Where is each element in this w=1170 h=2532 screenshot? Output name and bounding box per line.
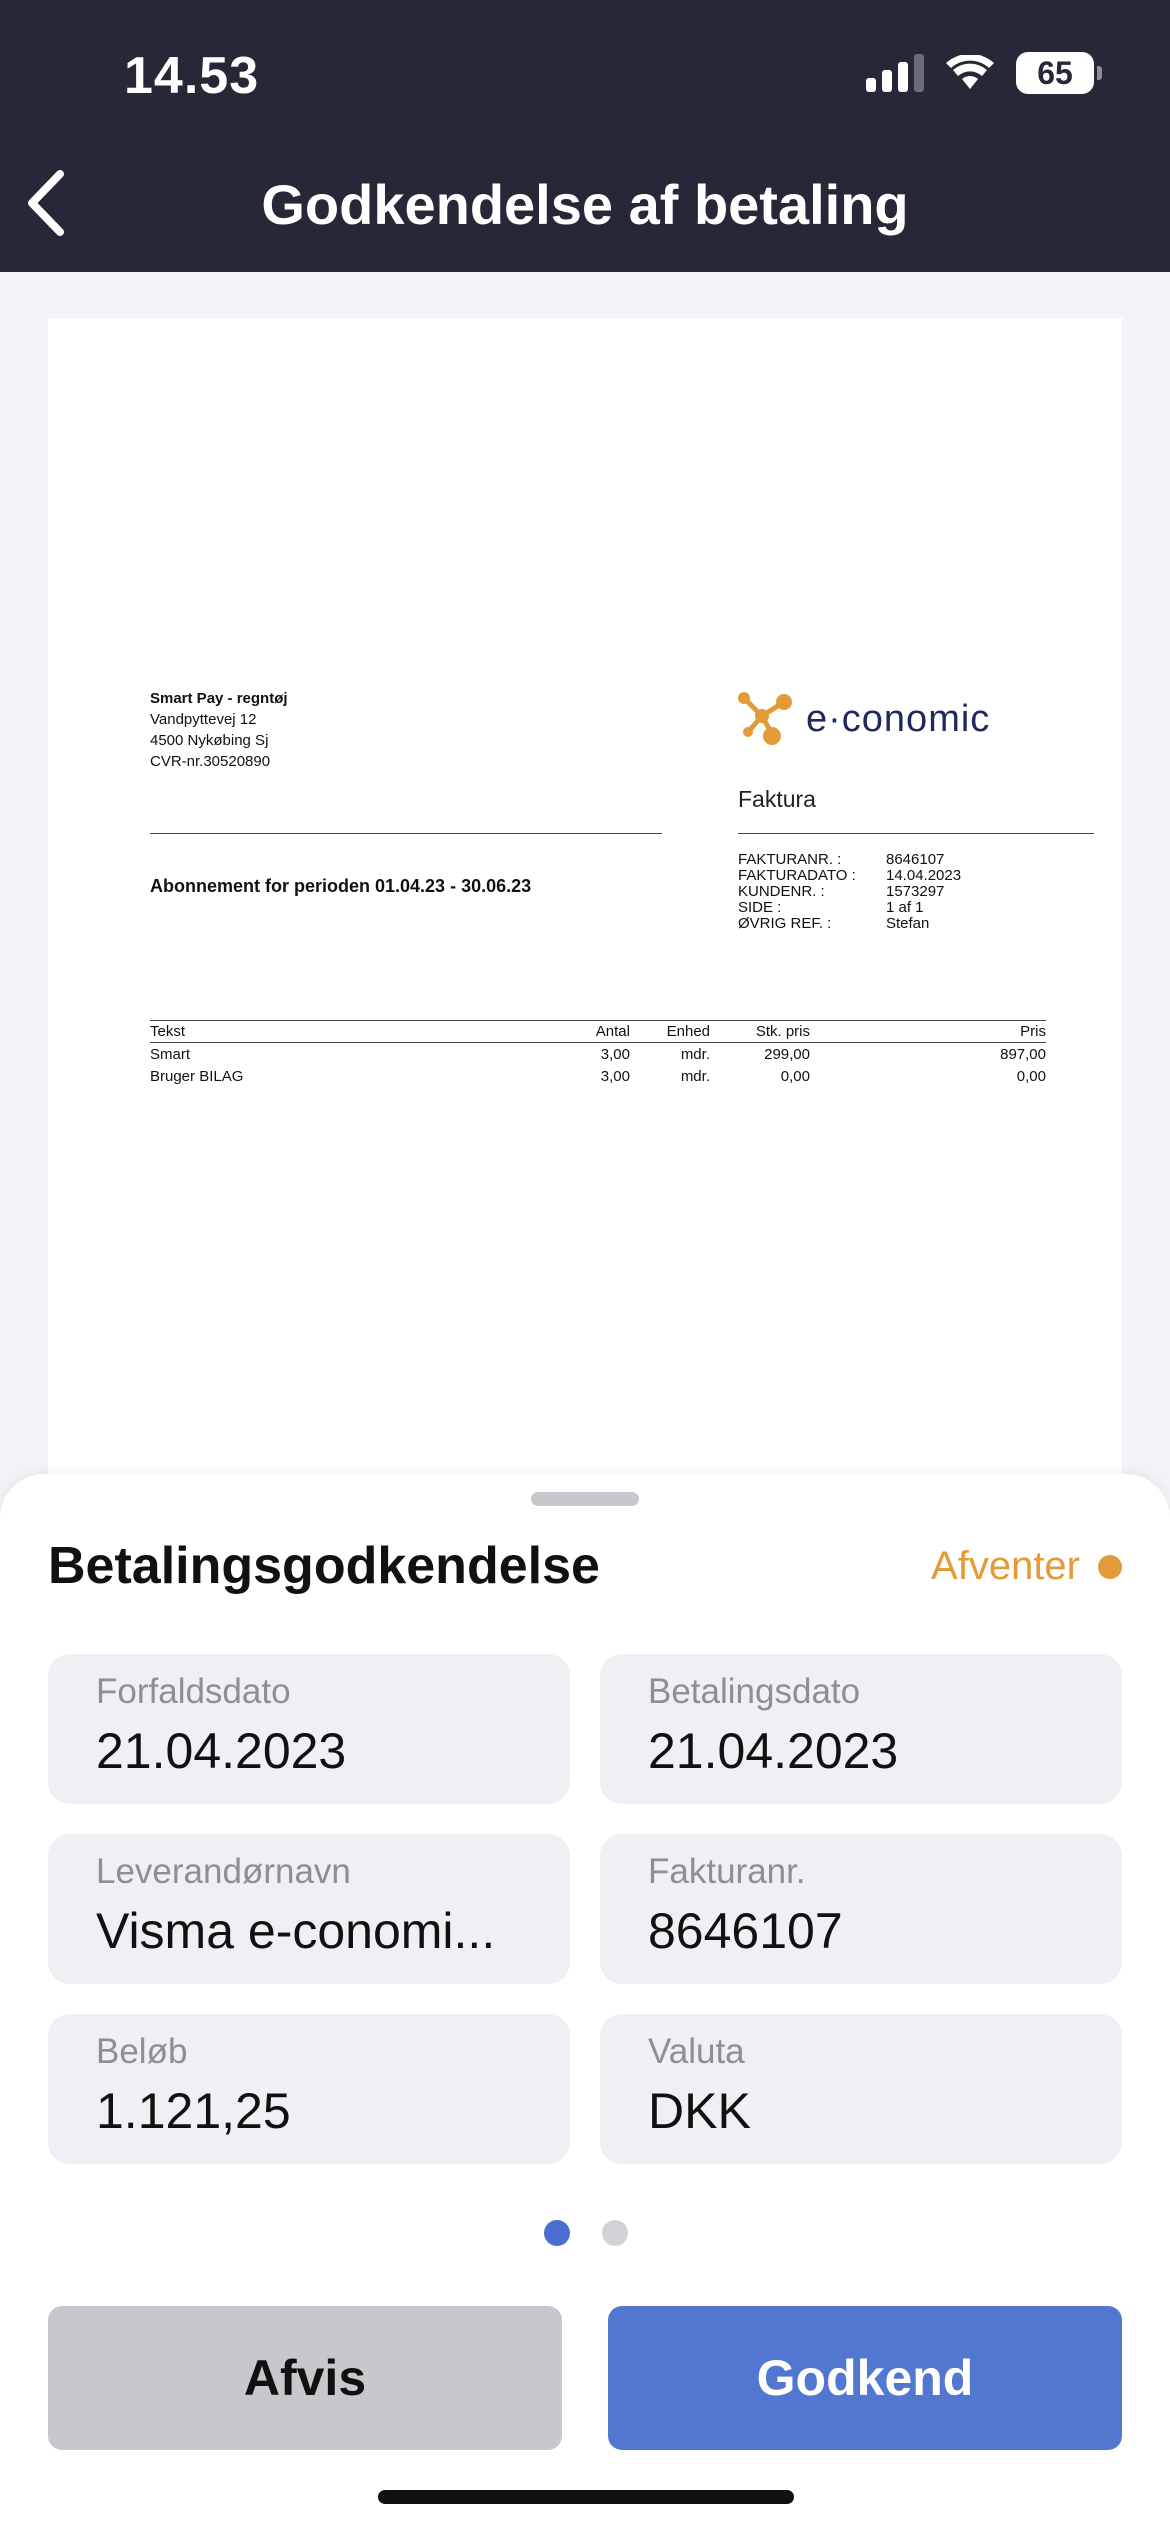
meta-label: FAKTURANR. : (738, 851, 842, 868)
table-cell: Bruger BILAG (150, 1067, 244, 1085)
table-row (150, 1065, 1046, 1087)
field-value: 1.121,25 (96, 2083, 291, 2139)
home-indicator (378, 2490, 794, 2504)
currency-field (600, 2014, 1122, 2164)
invoice-document[interactable] (48, 318, 1122, 1488)
status-badge (931, 1544, 1122, 1589)
cellular-signal-icon (866, 54, 924, 92)
reject-button[interactable]: Afvis (48, 2306, 562, 2450)
column-header: Stk. pris (755, 1023, 810, 1040)
table-cell: mdr. (680, 1067, 710, 1085)
status-time: 14.53 (124, 47, 260, 105)
due-date-field (48, 1654, 570, 1804)
field-value: 8646107 (648, 1903, 843, 1959)
page-dot[interactable] (602, 2220, 628, 2246)
meta-label: FAKTURADATO : (738, 867, 856, 884)
table-header-row (150, 1021, 1046, 1043)
page-indicator[interactable] (544, 2220, 628, 2246)
supplier-name-field (48, 1834, 570, 1984)
divider (738, 833, 1094, 834)
column-header: Enhed (666, 1023, 710, 1040)
field-value: 21.04.2023 (96, 1723, 347, 1779)
field-label: Fakturanr. (648, 1852, 806, 1891)
table-cell: 299,00 (764, 1045, 810, 1063)
sender-city: 4500 Nykøbing Sj (150, 732, 269, 749)
sheet-title: Betalingsgodkendelse (48, 1537, 600, 1595)
sender-address (150, 688, 288, 772)
meta-value: 14.04.2023 (886, 867, 962, 884)
table-cell: 0,00 (1016, 1067, 1046, 1085)
field-label: Leverandørnavn (96, 1852, 351, 1891)
sender-cvr: CVR-nr.30520890 (150, 753, 271, 770)
table-cell: 3,00 (600, 1067, 630, 1085)
status-text: Afventer (931, 1544, 1080, 1588)
invoice-subject: Abonnement for perioden 01.04.23 - 30.06.23 (150, 876, 532, 896)
payment-date-field (600, 1654, 1122, 1804)
meta-label: KUNDENR. : (738, 883, 825, 900)
page-dot-active[interactable] (544, 2220, 570, 2246)
meta-value: 8646107 (886, 851, 945, 868)
invoice-meta (738, 852, 961, 932)
battery-icon: 65 (1016, 52, 1094, 94)
economic-logo-icon (736, 688, 798, 750)
table-cell: 897,00 (1000, 1045, 1046, 1063)
meta-label: SIDE : (738, 899, 782, 916)
approve-button[interactable]: Godkend (608, 2306, 1122, 2450)
field-label: Forfaldsdato (96, 1672, 291, 1711)
table-cell: 0,00 (780, 1067, 810, 1085)
field-label: Beløb (96, 2032, 188, 2071)
meta-value: 1 af 1 (886, 899, 924, 916)
meta-value: 1573297 (886, 883, 945, 900)
amount-field (48, 2014, 570, 2164)
status-icons (866, 52, 1094, 94)
economic-logo (736, 688, 990, 750)
table-row (150, 1043, 1046, 1065)
document-title: Faktura (738, 786, 816, 812)
wifi-icon (946, 55, 994, 91)
approval-sheet (0, 1474, 1170, 2532)
field-value: DKK (648, 2083, 751, 2139)
status-dot-icon (1098, 1555, 1122, 1579)
sender-name: Smart Pay - regntøj (150, 690, 288, 707)
field-label: Valuta (648, 2032, 745, 2071)
field-value: Visma e-conomi... (96, 1903, 496, 1959)
field-label: Betalingsdato (648, 1672, 861, 1711)
top-bar (0, 0, 1170, 272)
table-cell: mdr. (680, 1045, 710, 1063)
meta-label: ØVRIG REF. : (738, 915, 832, 932)
table-cell: 3,00 (600, 1045, 630, 1063)
column-header: Antal (595, 1023, 630, 1040)
page-title: Godkendelse af betaling (261, 173, 909, 236)
logo-text: e·conomic (806, 697, 991, 740)
field-value: 21.04.2023 (648, 1723, 899, 1779)
sender-street: Vandpyttevej 12 (150, 711, 257, 728)
divider (150, 833, 662, 834)
table-cell: Smart (150, 1045, 191, 1063)
column-header: Pris (1020, 1023, 1046, 1040)
sheet-grabber[interactable] (531, 1492, 639, 1506)
column-header: Tekst (150, 1023, 186, 1040)
invoice-lines-table (150, 1020, 1046, 1087)
invoice-number-field (600, 1834, 1122, 1984)
meta-value: Stefan (886, 915, 930, 932)
